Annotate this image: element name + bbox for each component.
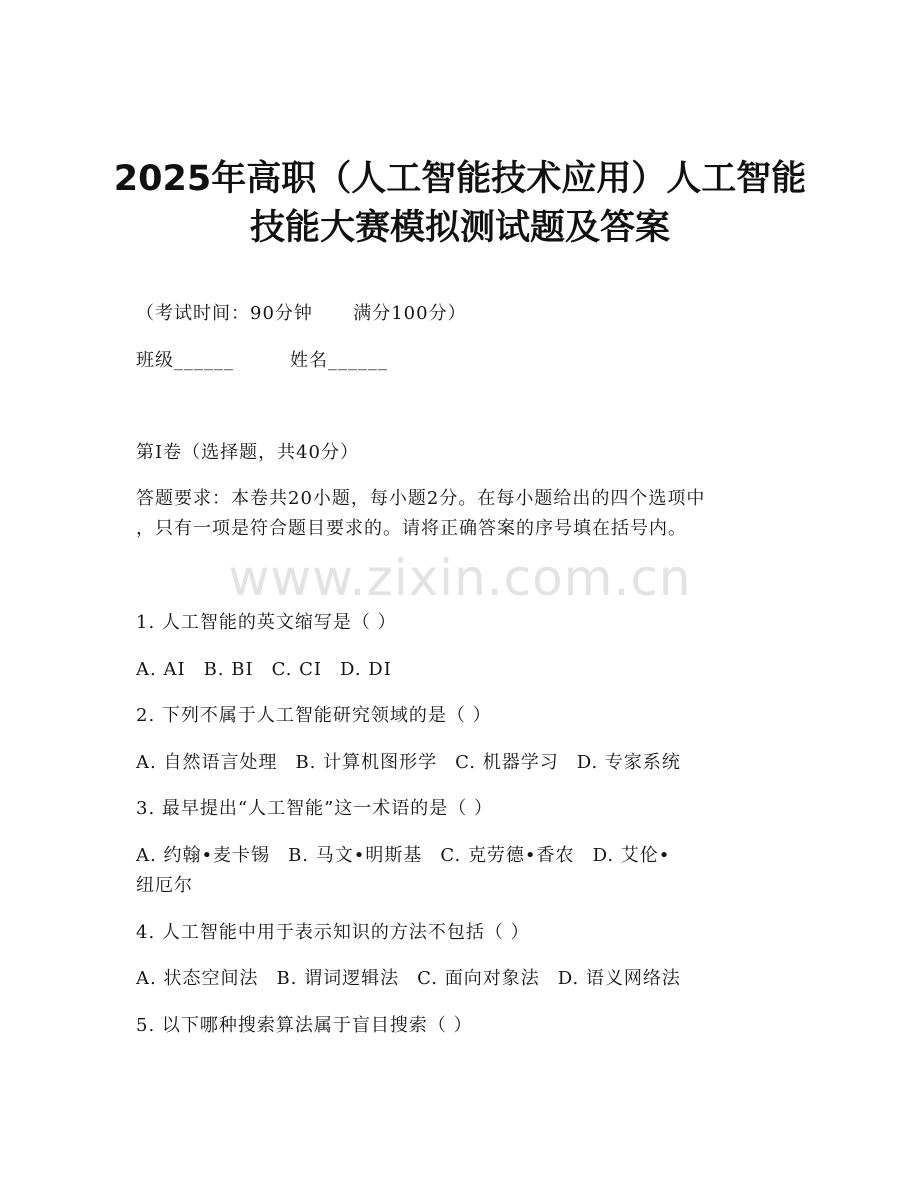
question-3-options-continued: 纽厄尔 — [136, 875, 193, 896]
question-5-stem: 5. 以下哪种搜索算法属于盲目搜索（ ） — [136, 1015, 473, 1036]
class-field: 班级______ — [136, 350, 234, 371]
instructions-line-2: ，只有一项是符合题目要求的。请将正确答案的序号填在括号内。 — [136, 518, 687, 539]
question-3-option-a: A. 约翰•麦卡锡 — [136, 845, 271, 866]
question-3-option-c: C. 克劳德•香农 — [440, 845, 575, 866]
question-2-option-d: D. 专家系统 — [576, 752, 681, 773]
watermark: www.zixin.com.cn — [228, 549, 692, 607]
question-1-option-b: B. BI — [203, 659, 254, 680]
question-2-option-a: A. 自然语言处理 — [136, 752, 278, 773]
question-2-options — [136, 750, 681, 776]
question-3-options — [136, 843, 670, 869]
instructions-line-1: 答题要求：本卷共20小题，每小题2分。在每小题给出的四个选项中 — [136, 488, 706, 509]
question-2-option-c: C. 机器学习 — [455, 752, 559, 773]
question-1-options — [136, 657, 392, 683]
question-3-option-d: D. 艾伦• — [592, 845, 671, 866]
name-field: 姓名______ — [290, 350, 388, 371]
question-2-stem: 2. 下列不属于人工智能研究领域的是（ ） — [136, 705, 492, 726]
question-2-option-b: B. 计算机图形学 — [295, 752, 438, 773]
question-4-options — [136, 966, 681, 992]
section-heading: 第I卷（选择题，共40分） — [136, 442, 360, 463]
student-fields — [136, 348, 388, 374]
question-4-option-d: D. 语义网络法 — [557, 968, 681, 989]
question-1-stem: 1. 人工智能的英文缩写是（ ） — [136, 612, 397, 633]
question-1-option-c: C. CI — [271, 659, 323, 680]
question-3-stem: 3. 最早提出“人工智能”这一术语的是（ ） — [136, 798, 494, 819]
question-1-option-d: D. DI — [340, 659, 392, 680]
question-4-option-c: C. 面向对象法 — [417, 968, 540, 989]
question-4-option-a: A. 状态空间法 — [136, 968, 259, 989]
document-title-line-1: 2025年高职（人工智能技术应用）人工智能 — [113, 159, 807, 199]
question-4-stem: 4. 人工智能中用于表示知识的方法不包括（ ） — [136, 922, 530, 943]
exam-info: （考试时间：90分钟 满分100分） — [136, 303, 467, 324]
question-4-option-b: B. 谓词逻辑法 — [276, 968, 400, 989]
question-3-option-b: B. 马文•明斯基 — [288, 845, 423, 866]
question-1-option-a: A. AI — [136, 659, 186, 680]
document-title-line-2: 技能大赛模拟测试题及答案 — [249, 208, 670, 248]
